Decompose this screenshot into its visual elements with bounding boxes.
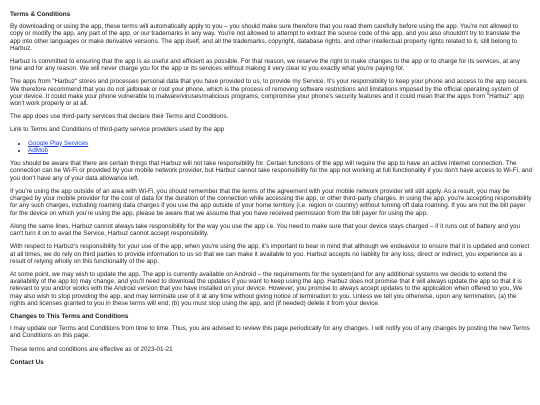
third-party-links-list: [10, 140, 532, 155]
paragraph-third-party-info: With respect to Harbuz's responsibility for your use of the app, when you're using the app, it's important to bear in mind that although we endeavour to ensure that it is updated and correct at all times, we do rely on third parties to provide information to us so that we can make it available to you. Harbuz accepts no liability for any loss, direct or indirect, you experience as a result of relying wholly on this functionality of the app.: [10, 243, 530, 265]
paragraph-device-charge: Along the same lines, Harbuz cannot always take responsibility for the way you use the app i.e. You need to make sure that your device stays charged – if it runs out of battery and you can't turn it on to avail the Service, Harbuz cannot accept responsibility.: [10, 222, 520, 238]
paragraph-third-party-links-intro: Link to Terms and Conditions of third-party service providers used by the app: [10, 126, 225, 134]
paragraph-effective-date: These terms and conditions are effective as of 2023-01-21: [10, 345, 173, 353]
list-item: [28, 147, 532, 154]
page-title: Terms & Conditions: [10, 11, 71, 18]
paragraph-license: By downloading or using the app, these terms will automatically apply to you – you should make sure therefore that you read them carefully before using the app. You're not allowed to copy or modify the app, any part of the app, or our trademarks in any way. You're not allowed to attempt to extract the source code of the app, and you also shouldn't try to translate the app into other languages or make derivative versions. The app itself, and all the trademarks, copyright, database rights, and other intellectual property rights related to it, still belong to Harbuz.: [10, 23, 521, 52]
contact-heading: Contact Us: [10, 358, 44, 366]
paragraph-third-party: The app does use third-party services that declare their Terms and Conditions.: [10, 113, 229, 121]
google-play-services-link[interactable]: Google Play Services: [28, 139, 89, 147]
paragraph-changes: I may update our Terms and Conditions from time to time. Thus, you are advised to review this page periodically for any changes. I will notify you of any changes by posting the new Terms and Conditions on this page.: [10, 325, 530, 340]
paragraph-data-charges: If you're using the app outside of an area with Wi-Fi, you should remember that the terms of the agreement with your mobile network provider will still apply. As a result, you may be charged by your mobile provider for the cost of data for the duration of the connection while accessing the app, or other third-party charges. In using the app, you're accepting responsibility for any such charges, including roaming data charges if you use the app outside of your home territory (i.e. region or country) without turning off data roaming. If you are not the bill payer for the device on which you're using the app, please be aware that we assume that you have received permission from the bill payer for using the app.: [10, 187, 532, 217]
admob-link[interactable]: AdMob: [28, 146, 48, 154]
paragraph-personal-data: The apps from "Harbuz" stores and processes personal data that you have provided to us, to provide my Service. It's your responsibility to keep your phone and access to the app secure. We therefore recommend that you do not jailbreak or root your phone, which is the process of removing software restrictions and limitations imposed by the official operating system of your device. It could make your phone vulnerable to malware/viruses/malicious programs, compromise your phone's security features and it could mean that the apps from "Harbuz" app won't work properly or at all.: [10, 78, 529, 108]
paragraph-internet-connection: You should be aware that there are certain things that Harbuz will not take responsibility for. Certain functions of the app will require the app to have an active internet connection. The connection can be Wi-Fi or provided by your mobile network provider, but Harbuz cannot take responsibility for the app not working at full functionality if you don't have access to Wi-Fi, and you don't have any of your data allowance left.: [10, 160, 533, 182]
changes-heading: Changes to This Terms and Conditions: [10, 313, 129, 321]
paragraph-changes-charges: Harbuz is committed to ensuring that the app is as useful and efficient as possible. For that reason, we reserve the right to make changes to the app or to charge for its services, at any time and for any reason. We will never charge you for the app or its services without making it very clear to you exactly what you're paying for.: [10, 57, 520, 73]
paragraph-updates: At some point, we may wish to update the app. The app is currently available on Android – the requirements for the system(and for any additional systems we decide to extend the availability of the app to) may change, and you'll need to download the updates if you want to keep using the app. Harbuz does not promise that it will always update the app so that it is relevant to you and/or works with the Android version that you have installed on your device. However, you promise to always accept updates to the application when offered to you, We may also wish to stop providing the app, and may terminate use of it at any time without giving notice of termination to you. Unless we tell you otherwise, upon any termination, (a) the rights and licenses granted to you in these terms will end; (b) you must stop using the app, and (if needed) delete it from your device.: [10, 270, 523, 308]
list-item: [28, 140, 532, 147]
